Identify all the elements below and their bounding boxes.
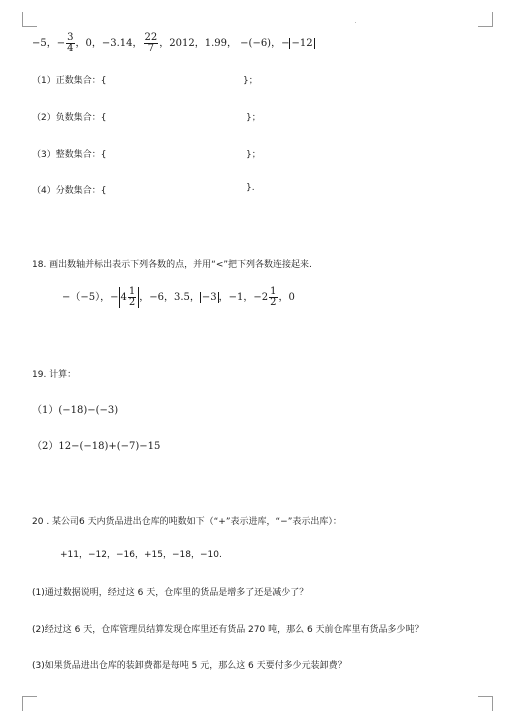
fraction-numerator: 1: [128, 286, 136, 297]
fraction-numerator: 1: [270, 286, 277, 297]
set-close: }；: [243, 76, 258, 86]
q18-part-1: −（−5），−: [62, 292, 119, 303]
q18-part-2: ，−6，3.5，: [139, 292, 200, 303]
absolute-value: −3: [201, 292, 217, 303]
set-close: }；: [246, 150, 261, 160]
numbers-part-a: −5，: [32, 38, 57, 49]
set-line-fraction: [32, 183, 106, 196]
question-19-title: [32, 367, 76, 380]
sub-question: (2)经过这 6 天，仓库管理员结算发现仓库里还有货品 270 吨，那么 6 天前仓库里有货品多少吨？: [32, 625, 424, 635]
calc-item: （1）(−18)−(−3): [32, 405, 119, 416]
question-19-item-1: [32, 401, 118, 416]
set-close-integer: [246, 147, 261, 160]
question-20-sub-3: [32, 658, 347, 671]
numbers-part-b: ，0，−3.14，: [75, 38, 143, 49]
minus-sign: −: [56, 38, 66, 49]
question-18-title: [32, 257, 312, 270]
question-title: 19. 计算：: [32, 370, 77, 380]
set-label: （4）分数集合：{: [32, 186, 107, 196]
question-20-values: [60, 547, 222, 560]
numbers-line: [32, 33, 315, 54]
sub-question: (3)如果货品进出仓库的装卸费都是每吨 5 元，那么这 6 天要付多少元装卸费？: [32, 661, 347, 671]
set-label: （3）整数集合：{: [32, 150, 107, 160]
set-line-positive: [32, 73, 106, 86]
sub-question: (1)通过数据说明，经过这 6 天，仓库里的货品是增多了还是减少了？: [32, 588, 309, 598]
fraction-denominator: 2: [128, 297, 136, 308]
set-close-fraction: [246, 183, 255, 193]
q18-part-3: ，−1，−2: [218, 292, 269, 303]
set-close-positive: [243, 73, 258, 86]
calc-item: （2）12−(−18)+(−7)−15: [32, 441, 161, 452]
question-19-item-2: [32, 437, 160, 452]
fraction-denominator: 4: [67, 43, 74, 54]
question-title: 20 . 某公司6 天内货品进出仓库的吨数如下（“+”表示进库，“−”表示出库）：: [32, 517, 342, 527]
mixed-whole: 4: [120, 292, 127, 303]
mixed-fraction-half: [269, 287, 277, 308]
crop-mark-top-left: [22, 12, 37, 27]
absolute-value: −12: [291, 38, 313, 49]
q18-part-4: ，0: [278, 292, 295, 303]
question-18-numbers: [62, 287, 295, 308]
set-label: （1）正数集合：{: [32, 76, 107, 86]
crop-mark-bottom-left: [22, 696, 37, 711]
mixed-fraction: [128, 287, 136, 308]
question-20-title: [32, 514, 342, 527]
set-label: （2）负数集合：{: [32, 113, 107, 123]
set-line-integer: [32, 147, 106, 160]
set-close: }；: [246, 113, 261, 123]
fraction-denominator: 7: [147, 43, 155, 54]
fraction-22-7: [144, 33, 159, 54]
numbers-part-c: ，2012，1.99， −(−6)，−: [159, 38, 290, 49]
set-close: }.: [246, 183, 255, 193]
set-line-negative: [32, 110, 106, 123]
question-title: 18. 画出数轴并标出表示下列各数的点，并用“<”把下列各数连接起来.: [32, 260, 312, 270]
stray-dot: [355, 22, 356, 23]
question-20-sub-1: [32, 585, 308, 598]
fraction-denominator: 2: [270, 297, 277, 308]
fraction-three-quarters: [66, 33, 74, 54]
tonnage-values: +11，−12，−16，+15，−18，−10.: [60, 550, 222, 560]
fraction-numerator: 3: [67, 32, 74, 43]
absolute-mixed-number: [119, 287, 140, 308]
fraction-numerator: 22: [144, 32, 158, 43]
crop-mark-top-right: [478, 12, 493, 27]
question-20-sub-2: [32, 622, 424, 635]
set-close-negative: [246, 110, 261, 123]
crop-mark-bottom-right: [478, 696, 493, 711]
